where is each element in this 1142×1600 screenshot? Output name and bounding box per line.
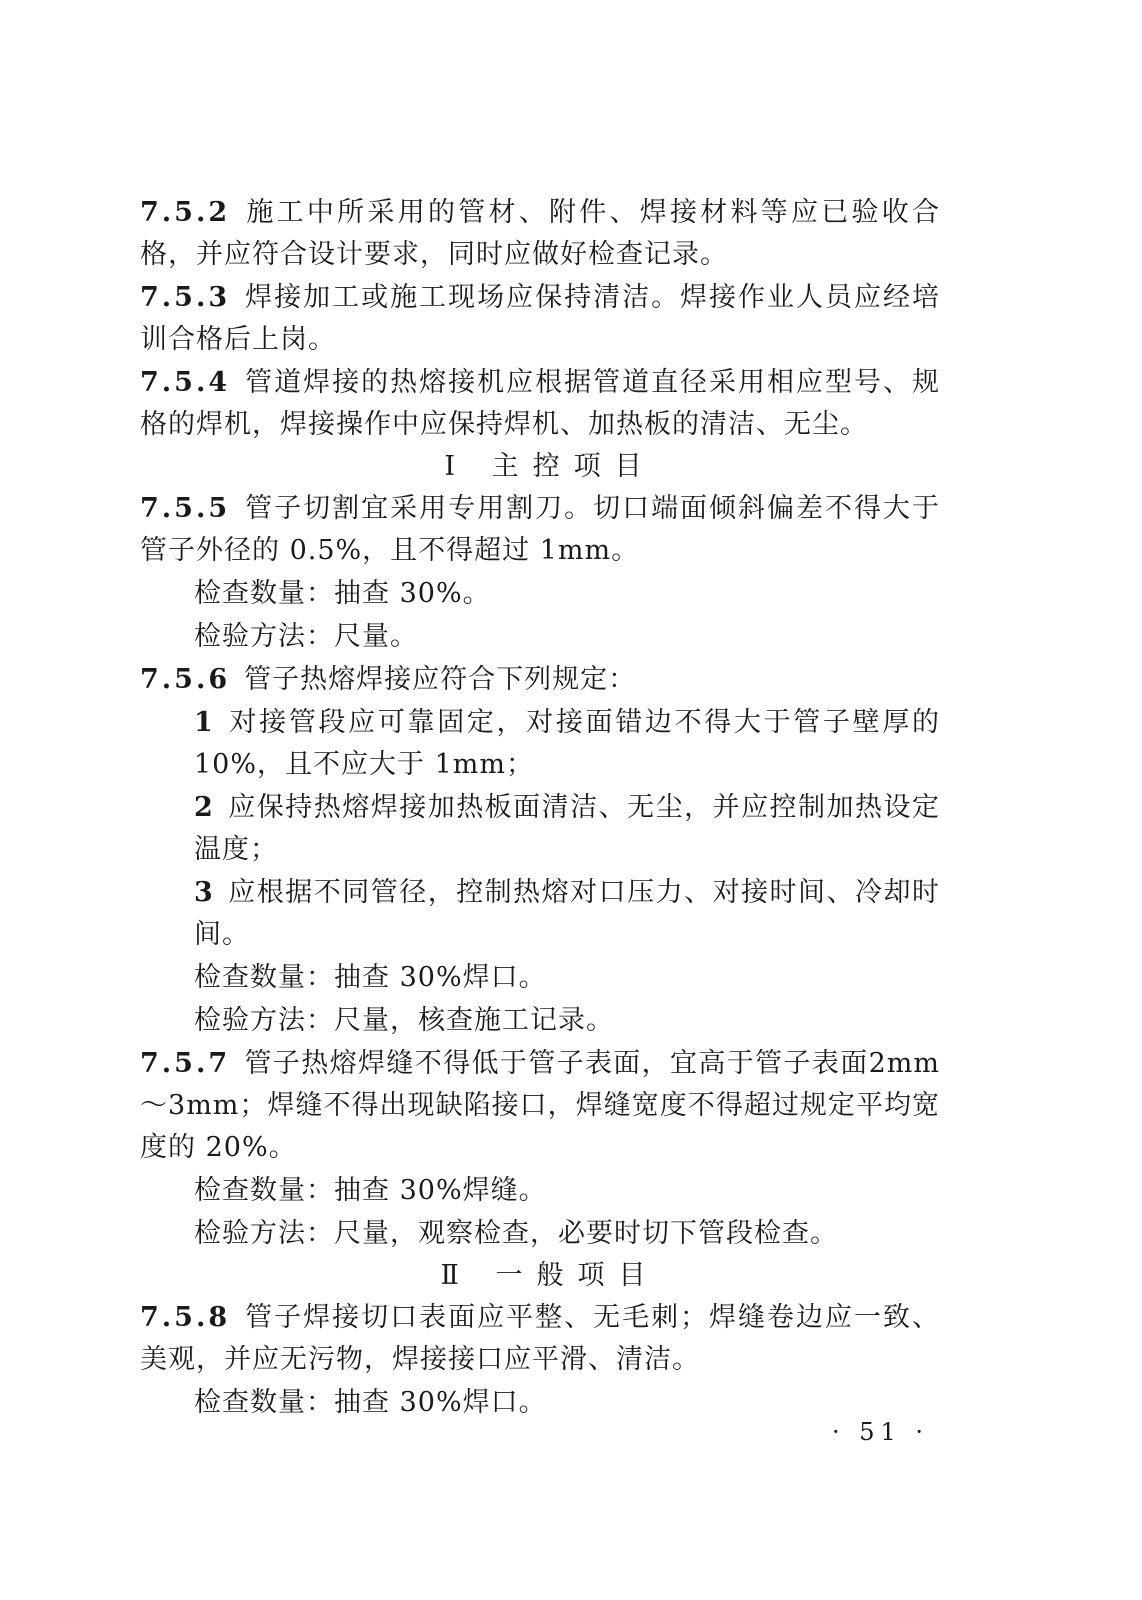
- clause-number: 7.5.2: [140, 197, 231, 228]
- clause-text: 焊接加工或施工现场应保持清洁。焊接作业人员应经培训合格后上岗。: [140, 282, 940, 355]
- clause-number: 7.5.5: [140, 493, 231, 524]
- item-number: 2: [194, 792, 214, 823]
- list-item: [140, 702, 940, 786]
- item-text: 对接管段应可靠固定，对接面错边不得大于管子壁厚的 10%，且不应大于 1mm；: [194, 707, 940, 780]
- clause-text: 施工中所采用的管材、附件、焊接材料等应已验收合格，并应符合设计要求，同时应做好检查记录。: [140, 197, 940, 270]
- clause-text: 管子热熔焊接应符合下列规定：: [244, 664, 637, 695]
- list-item: [140, 872, 940, 956]
- item-number: 3: [194, 877, 214, 908]
- clause-text: 管子热熔焊缝不得低于管子表面，宜高于管子表面2mm～3mm；焊缝不得出现缺陷接口，焊缝宽度不得超过规定平均宽度的 20%。: [140, 1048, 940, 1163]
- item-number: 1: [194, 707, 214, 738]
- inspection-method: 检验方法：尺量，观察检查，必要时切下管段检查。: [194, 1218, 838, 1249]
- item-text: 应保持热熔焊接加热板面清洁、无尘，并应控制加热设定温度；: [194, 792, 940, 865]
- clause-number: 7.5.8: [140, 1302, 231, 1333]
- inspection-quantity: 检查数量：抽查 30%。: [194, 578, 491, 609]
- clause-7-5-3: [140, 277, 940, 361]
- inspection-quantity: 检查数量：抽查 30%焊口。: [194, 962, 547, 993]
- clause-text: 管子切割宜采用专用割刀。切口端面倾斜偏差不得大于管子外径的 0.5%，且不得超过 1mm。: [140, 493, 940, 566]
- clause-text: 管道焊接的热熔接机应根据管道直径采用相应型号、规格的焊机，焊接操作中应保持焊机、加热板的清洁、无尘。: [140, 367, 940, 440]
- section-heading-general: Ⅱ 一般项目: [440, 1260, 660, 1291]
- clause-text: 管子焊接切口表面应平整、无毛刺；焊缝卷边应一致、美观，并应无污物，焊接接口应平滑、清洁。: [140, 1302, 940, 1375]
- clause-7-5-4: [140, 362, 940, 446]
- clause-7-5-2: [140, 192, 940, 276]
- clause-7-5-5: [140, 488, 940, 572]
- item-text: 应根据不同管径，控制热熔对口压力、对接时间、冷却时间。: [194, 877, 940, 950]
- section-heading-main-control: Ⅰ 主控项目: [444, 451, 656, 482]
- clause-number: 7.5.4: [140, 367, 231, 398]
- page-content: [140, 192, 940, 1424]
- clause-number: 7.5.6: [140, 664, 231, 695]
- clause-7-5-6: [140, 659, 940, 701]
- clause-number: 7.5.3: [140, 282, 231, 313]
- list-item: [140, 787, 940, 871]
- clause-7-5-8: [140, 1297, 940, 1381]
- inspection-method: 检验方法：尺量。: [194, 621, 418, 652]
- clause-number: 7.5.7: [140, 1048, 231, 1079]
- page-number: · 51 ·: [832, 1418, 930, 1446]
- inspection-quantity: 检查数量：抽查 30%焊口。: [194, 1387, 547, 1418]
- inspection-quantity: 检查数量：抽查 30%焊缝。: [194, 1175, 547, 1206]
- clause-7-5-7: [140, 1043, 940, 1169]
- inspection-method: 检验方法：尺量，核查施工记录。: [194, 1005, 614, 1036]
